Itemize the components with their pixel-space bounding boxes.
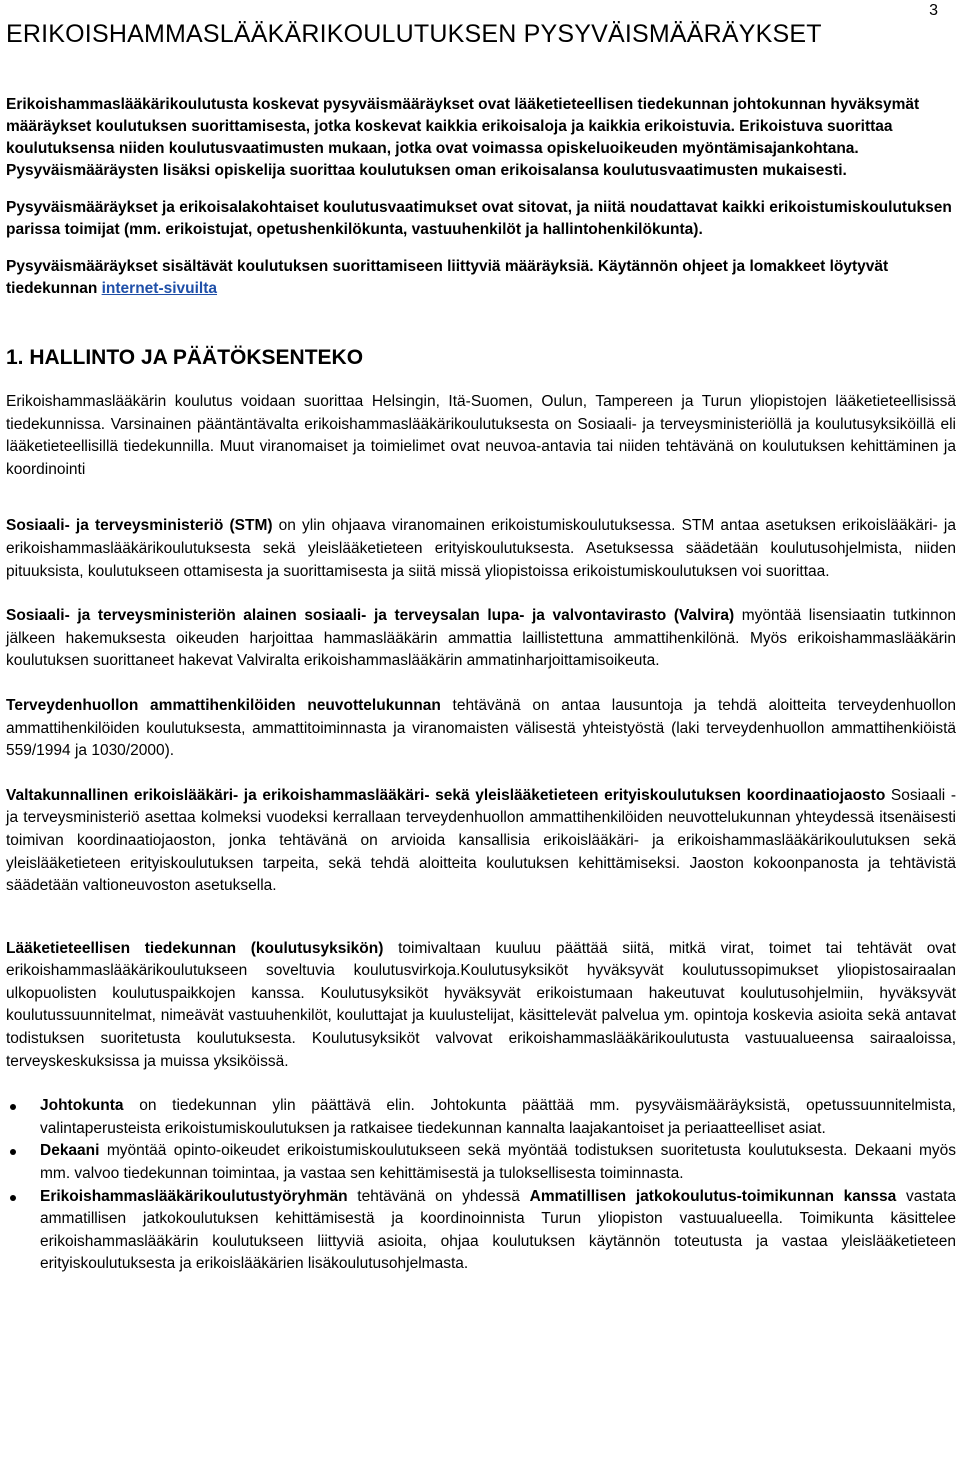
intro-section — [6, 94, 956, 300]
bullet-list — [6, 1095, 956, 1276]
list-item — [6, 1140, 956, 1185]
intro-paragraph-1: Erikoishammaslääkärikoulutusta koskevat pysyväismääräykset ovat lääketieteellisen tiedekunnan johtokunnan hyväksymät määräykset koulutuksen suorittamisesta, jotka koskevat kaikkia erikoisaloja ja kaikkia erikoistuvia. Erikoistuva suorittaa koulutuksensa niiden koulutusvaatimusten mukaan, jotka ovat voimassa opiskeluoikeuden myöntämisajankohtana. Pysyväismääräysten lisäksi opiskelija suorittaa koulutuksen oman erikoisalansa koulutusvaatimusten mukaisesti. — [6, 96, 920, 179]
paragraph-universities: Erikoishammaslääkärin koulutus voidaan suorittaa Helsingin, Itä-Suomen, Oulun, Tampereen ja Turun yliopistojen lääketieteellisissä tiedekunnissa. Varsinainen pääntäntävalta erikoishammaslääkärikoulutuksesta on Sosiaali- ja terveysministeriöllä ja koulutusyksiköillä eli lääketieteellisillä tiedekunnilla. Muut viranomaiset ja toimielimet ovat neuvoa-antavia tai niiden tehtävänä on koulutuksen kehittäminen ja koordinointi — [6, 393, 956, 478]
bullet-icon — [10, 1195, 16, 1201]
intro-paragraph-2: Pysyväismääräykset ja erikoisalakohtaiset koulutusvaatimukset ovat sitovat, ja niitä noudattavat kaikki erikoistumiskoulutuksen parissa toimijat (mm. erikoistujat, opetushenkilökunta, vastuuhenkilöt ja hallintohenkilökunta). — [6, 199, 952, 238]
valvira-term: Sosiaali- ja terveysministeriön alainen sosiaali- ja terveysalan lupa- ja valvontavirasto (Valvira) — [6, 607, 735, 625]
advisory-board-term: Terveydenhuollon ammattihenkilöiden neuvottelukunnan — [6, 696, 441, 714]
paragraph-coordination-section — [6, 785, 956, 898]
bullet-icon — [10, 1104, 16, 1110]
list-item-text: myöntää opinto-oikeudet erikoistumiskoulutukseen sekä myöntää todistuksen suoritetusta koulutuksesta. Dekaani myös mm. valvoo tiedekunnan toimintaa, ja vastaa sen kehittämisestä ja tuloksellisesta toiminnasta. — [40, 1142, 956, 1183]
list-item-term-2: Ammatillisen jatkokoulutus-toimikunnan kanssa — [529, 1187, 897, 1205]
section-heading: 1. HALLINTO JA PÄÄTÖKSENTEKO — [6, 346, 364, 369]
intro-paragraph-3 — [6, 256, 956, 300]
coordination-section-term: Valtakunnallinen erikoislääkäri- ja erikoishammaslääkäri- sekä yleislääketieteen erityiskoulutuksen koordinaatiojaosto — [6, 786, 886, 804]
intro-paragraph-3-text: Pysyväismääräykset sisältävät koulutuksen suorittamiseen liittyviä määräyksiä. Käytännön ohjeet ja lomakkeet löytyvät tiedekunnan — [6, 258, 889, 297]
list-item-term: Dekaani — [40, 1142, 100, 1160]
coordination-section-text: Sosiaali -ja terveysministeriö asettaa kolmeksi vuodeksi kerrallaan terveydenhuollon ammattihenkilöiden neuvottelukunnan yhteydessä itsenäisesti toimivan koordinaatiojaoston, jonka tehtävänä on arvioida kansallisia erikoislääkäri- ja erikoishammaslääkärikoulutuksen sekä yleislääketieteen erityiskoulutuksen tarpeita, sekä tehdä aloitteita koulutuksen kehittämiseksi. Jaoston kokoonpanosta ja tehtävistä säädetään valtioneuvoston asetuksella. — [6, 786, 956, 895]
paragraph-valvira — [6, 605, 956, 673]
paragraph-faculty — [6, 938, 956, 1074]
document-body — [6, 94, 956, 1276]
stm-term: Sosiaali- ja terveysministeriö (STM) — [6, 517, 273, 535]
list-item — [6, 1186, 956, 1276]
section-body — [6, 391, 956, 1276]
faculty-term: Lääketieteellisen tiedekunnan (koulutusyksikön) — [6, 939, 384, 957]
stm-text: on ylin ohjaava viranomainen erikoistumiskoulutuksessa. STM antaa asetuksen erikoislääkäri- ja erikoishammaslääkärikoulutuksesta sekä yleislääketieteen erityiskoulutuksesta. Asetuksessa säädetään koulutusohjelmista, niiden pituuksista, koulutukseen ottamisesta ja suorittamisesta ja siitä missä yliopistoissa erikoistumiskoulutuksen voi suorittaa. — [6, 517, 956, 580]
list-item-text: tehtävänä on yhdessä — [347, 1187, 530, 1205]
advisory-board-text: tehtävänä on antaa lausuntoja ja tehdä aloitteita terveydenhuollon ammattihenkilöiden koulutuksesta, ammattitoiminnasta ja viranomaisten välisestä yhteistyöstä (laki terveydenhuollon ammattihenkiöistä 559/1994 ja 1030/2000). — [6, 696, 956, 760]
bullet-icon — [10, 1149, 16, 1155]
list-item-text: on tiedekunnan ylin päättävä elin. Johtokunta päättää mm. pysyväismääräyksistä, opetussuunnitelmista, valintaperusteista erikoistumiskoulutuksen ja ratkaisee tiedekunnan kannalta laajakantoiset ja periaatteelliset asiat. — [40, 1097, 956, 1137]
page-number: 3 — [929, 2, 938, 19]
list-item-text-2: vastata ammatillisen jatkokoulutuksen kehittämisestä ja koordinoinnista Turun yliopiston vastuualueella. Toimikunta käsittelee erikoishammaslääkärin koulutukseen liittyviä asioita, ohjaa koulutuksen käytännön toteutusta ja vastaa yleislääketieteen erityiskoulutuksesta ja erikoislääkärien lisäkoulutusohjelmasta. — [40, 1187, 956, 1273]
valvira-text: myöntää lisensiaatin tutkinnon jälkeen hakemuksesta oikeuden harjoittaa hammaslääkärin ammattia laillistettuna ammattihenkilönä. Myös erikoishammaslääkärin koulutuksen suorittaneet hakevat Valviralta erikoishammaslääkärin ammatinharjoittamisoikeuta. — [6, 607, 956, 670]
list-item-term: Johtokunta — [40, 1097, 124, 1115]
faculty-text: toimivaltaan kuuluu päättää siitä, mitkä virat, toimet tai tehtävät ovat erikoishammaslääkärikoulutukseen soveltuvia koulutusvirkoja.Koulutusyksiköt hyväksyvät koulutussopimukset yliopistosairaalan ulkopuolisten koulutuspaikkojen kanssa. Koulutusyksiköt hyväksyvät erikoistumaan hakeutuvat koulutusohjelmiin, hyväksyvät koulutussuunnitelmat, nimeävät vastuuhenkilöt, kouluttajat ja kuulustelijat, käsittelevät palvelua ym. opintoja koskevia asioita sekä antavat todistuksen suoritetusta koulutuksesta. Koulutusyksiköt valvovat erikoishammaslääkärikoulutusta vastuualueensa sairaaloissa, terveyskeskuksissa ja muissa yksiköissä. — [6, 939, 956, 1070]
paragraph-stm — [6, 515, 956, 583]
paragraph-advisory-board — [6, 695, 956, 763]
document-title: ERIKOISHAMMASLÄÄKÄRIKOULUTUKSEN PYSYVÄISMÄÄRÄYKSET — [6, 20, 822, 48]
list-item — [6, 1095, 956, 1140]
internet-pages-link[interactable]: internet-sivuilta — [101, 280, 218, 297]
list-item-term: Erikoishammaslääkärikoulutustyöryhmän — [40, 1187, 348, 1205]
